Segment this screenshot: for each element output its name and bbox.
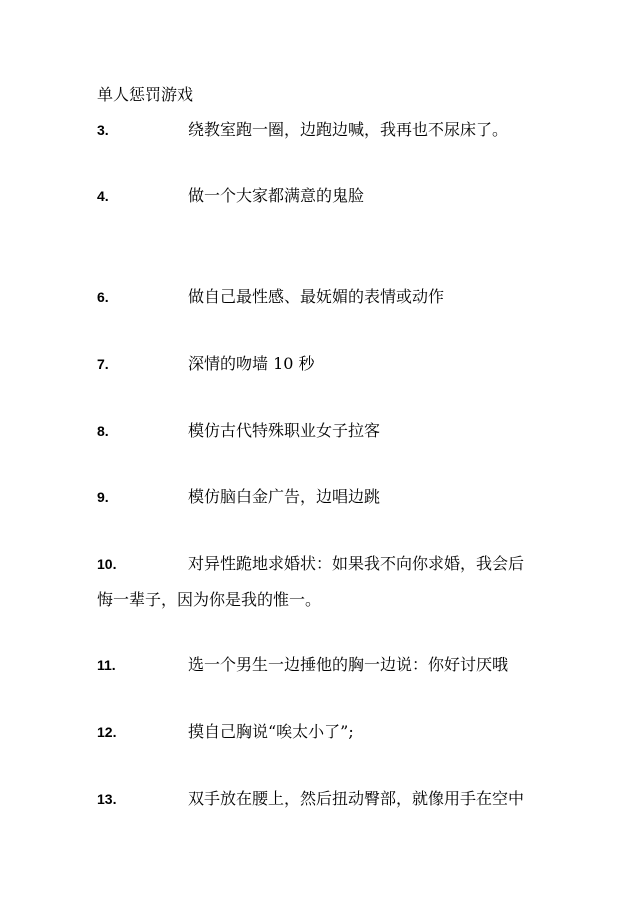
item-number: 11.: [97, 657, 116, 673]
item-number: 8.: [97, 423, 109, 439]
item-number: 13.: [97, 791, 117, 807]
item-text: 对异性跪地求婚状：如果我不向你求婚，我会后: [188, 554, 525, 573]
item-number: 3.: [97, 122, 109, 138]
list-item: [0, 787, 640, 811]
item-number: 10.: [97, 556, 117, 572]
item-number: 4.: [97, 188, 109, 204]
item-number: 9.: [97, 489, 109, 505]
item-text: 做自己最性感、最妩媚的表情或动作: [188, 287, 445, 306]
item-text: 绕教室跑一圈，边跑边喊，我再也不尿床了。: [188, 120, 509, 139]
list-item: [0, 285, 640, 309]
list-item: [0, 720, 640, 744]
item-text-continuation: 悔一辈子，因为你是我的惟一。: [97, 590, 322, 609]
list-item: [0, 419, 640, 443]
list-item: [0, 184, 640, 208]
item-number: 7.: [97, 356, 109, 372]
list-item: [0, 552, 640, 576]
item-text: 深情的吻墙 10 秒: [188, 354, 315, 373]
item-text: 选一个男生一边捶他的胸一边说：你好讨厌哦: [188, 655, 509, 674]
item-text: 双手放在腰上，然后扭动臀部，就像用手在空中: [188, 789, 525, 808]
item-number: 6.: [97, 289, 109, 305]
item-text: 摸自己胸说“唉太小了”;: [188, 722, 354, 741]
item-text: 模仿古代特殊职业女子拉客: [188, 421, 381, 440]
item-text: 做一个大家都满意的鬼脸: [188, 186, 365, 205]
item-text: 模仿脑白金广告，边唱边跳: [188, 487, 381, 506]
list-item: [0, 653, 640, 677]
item-number: 12.: [97, 724, 117, 740]
list-item: [0, 485, 640, 509]
list-item: [0, 118, 640, 142]
list-item: [0, 352, 640, 376]
document-title: 单人惩罚游戏: [97, 85, 194, 104]
